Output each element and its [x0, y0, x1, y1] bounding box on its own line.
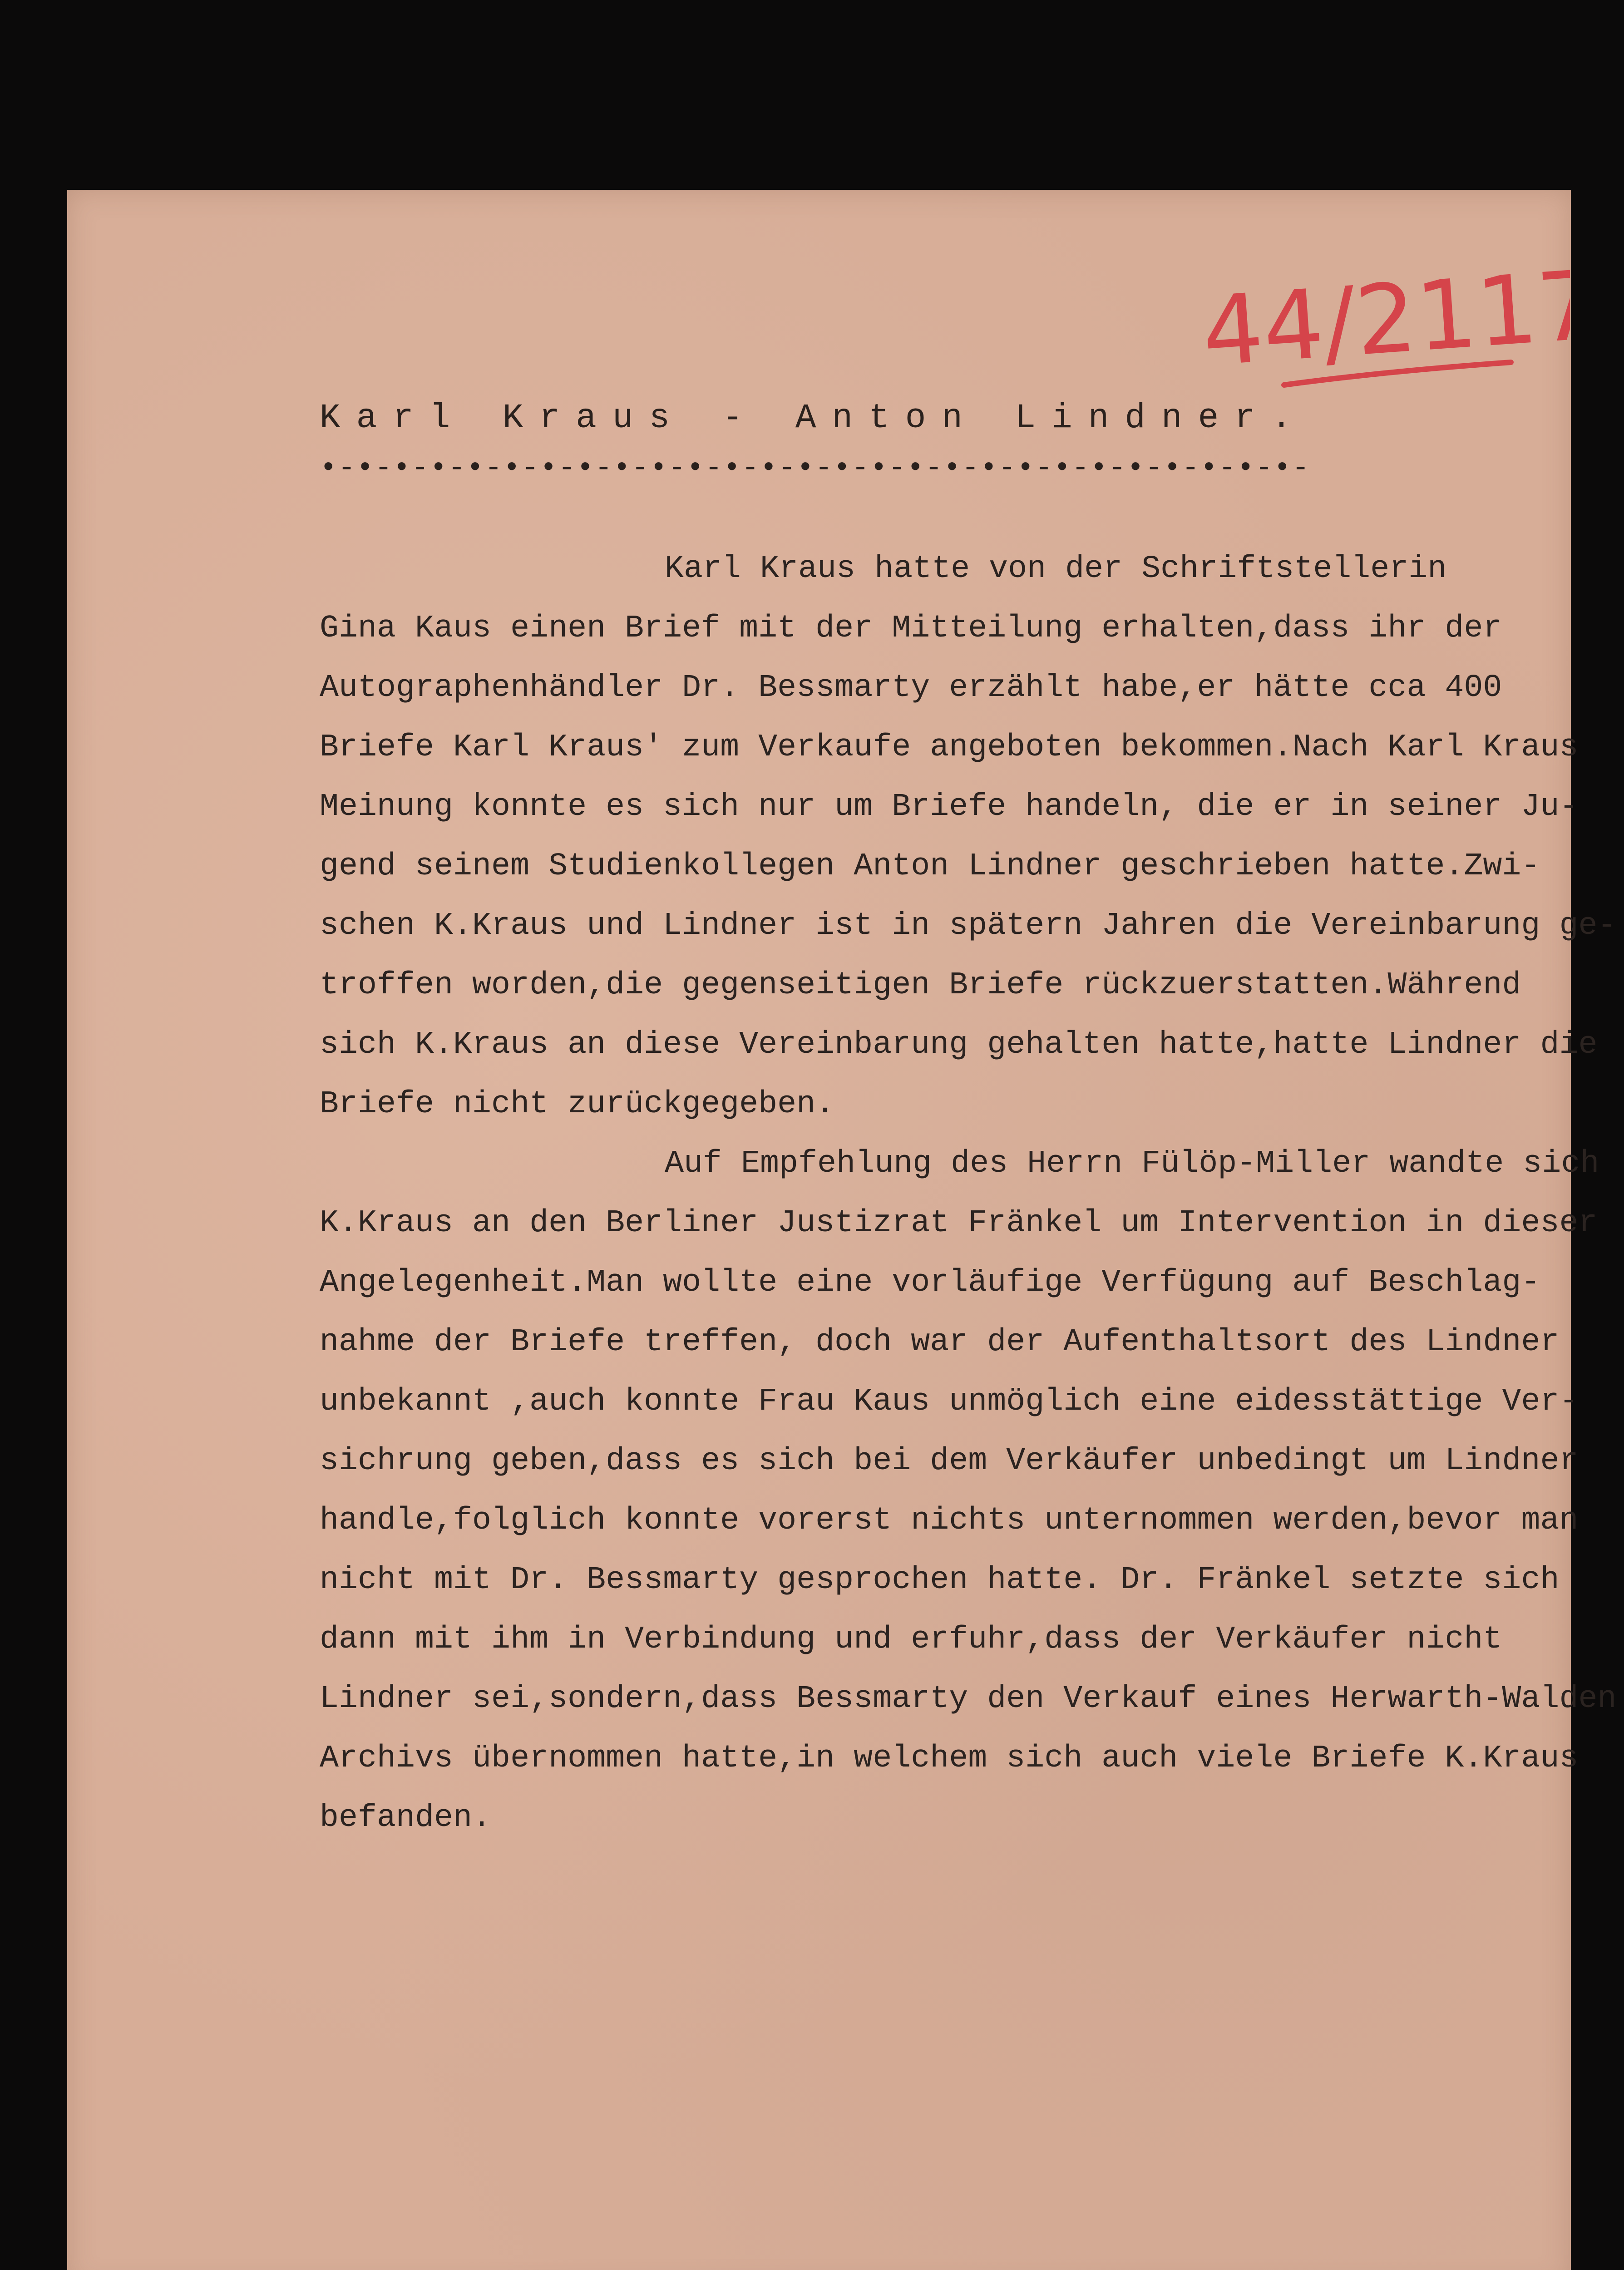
text-line: sichrung geben,dass es sich bei dem Verkäufer unbedingt um Lindner [320, 1443, 1579, 1479]
text-line: troffen worden,die gegenseitigen Briefe rückzuerstatten.Während [320, 967, 1521, 1003]
text-line: handle,folglich konnte vorerst nichts unternommen werden,bevor man [320, 1503, 1579, 1539]
text-line: schen K.Kraus und Lindner ist in spätern Jahren die Vereinbarung ge- [320, 908, 1617, 944]
body-text [320, 539, 1617, 1848]
text-line: dann mit ihm in Verbindung und erfuhr,dass der Verkäufer nicht [320, 1622, 1502, 1658]
text-line: Briefe nicht zurückgegeben. [320, 1086, 835, 1122]
text-line: Archivs übernommen hatte,in welchem sich auch viele Briefe K.Kraus [320, 1741, 1579, 1777]
text-line: Angelegenheit.Man wollte eine vorläufige Verfügung auf Beschlag- [320, 1265, 1540, 1301]
document-heading: Karl Kraus - Anton Lindner. [320, 399, 1308, 438]
text-line: befanden. [320, 1800, 492, 1836]
handwritten-shelfmark [1193, 249, 1570, 394]
text-line: K.Kraus an den Berliner Justizrat Fränkel um Intervention in dieser [320, 1205, 1598, 1241]
text-line: Briefe Karl Kraus' zum Verkaufe angeboten bekommen.Nach Karl Kraus [320, 730, 1579, 765]
text-line: gend seinem Studienkollegen Anton Lindner geschrieben hatte.Zwi- [320, 849, 1540, 884]
text-line: Autographenhändler Dr. Bessmarty erzählt habe,er hätte cca 400 [320, 670, 1502, 706]
text-line: Auf Empfehlung des Herrn Fülöp-Miller wandte sich [665, 1146, 1599, 1182]
text-line: unbekannt ,auch konnte Frau Kaus unmöglich eine eidesstättige Ver- [320, 1384, 1579, 1420]
text-line: nicht mit Dr. Bessmarty gesprochen hatte. Dr. Fränkel setzte sich [320, 1562, 1560, 1598]
text-line: Meinung konnte es sich nur um Briefe handeln, die er in seiner Ju- [320, 789, 1579, 825]
text-line: Lindner sei,sondern,dass Bessmarty den Verkauf eines Herwarth-Walden [320, 1681, 1617, 1717]
text-line: sich K.Kraus an diese Vereinbarung gehalten hatte,hatte Lindner die [320, 1027, 1598, 1063]
shelfmark-svg [1193, 249, 1570, 394]
document-page [67, 190, 1617, 2270]
text-line: Karl Kraus hatte von der Schriftstellerin [665, 551, 1447, 587]
heading-underline-rule: •-•-•-•-•-•-•-•-•-•-•-•-•-•-•-•-•-•-•-•-•-•-•-•-•-•-•- [320, 452, 1310, 485]
text-line: nahme der Briefe treffen, doch war der Aufenthaltsort des Lindner [320, 1324, 1560, 1360]
text-line: Gina Kaus einen Brief mit der Mitteilung erhalten,dass ihr der [320, 611, 1502, 646]
shelfmark-text: 44/2117 [1199, 249, 1570, 388]
